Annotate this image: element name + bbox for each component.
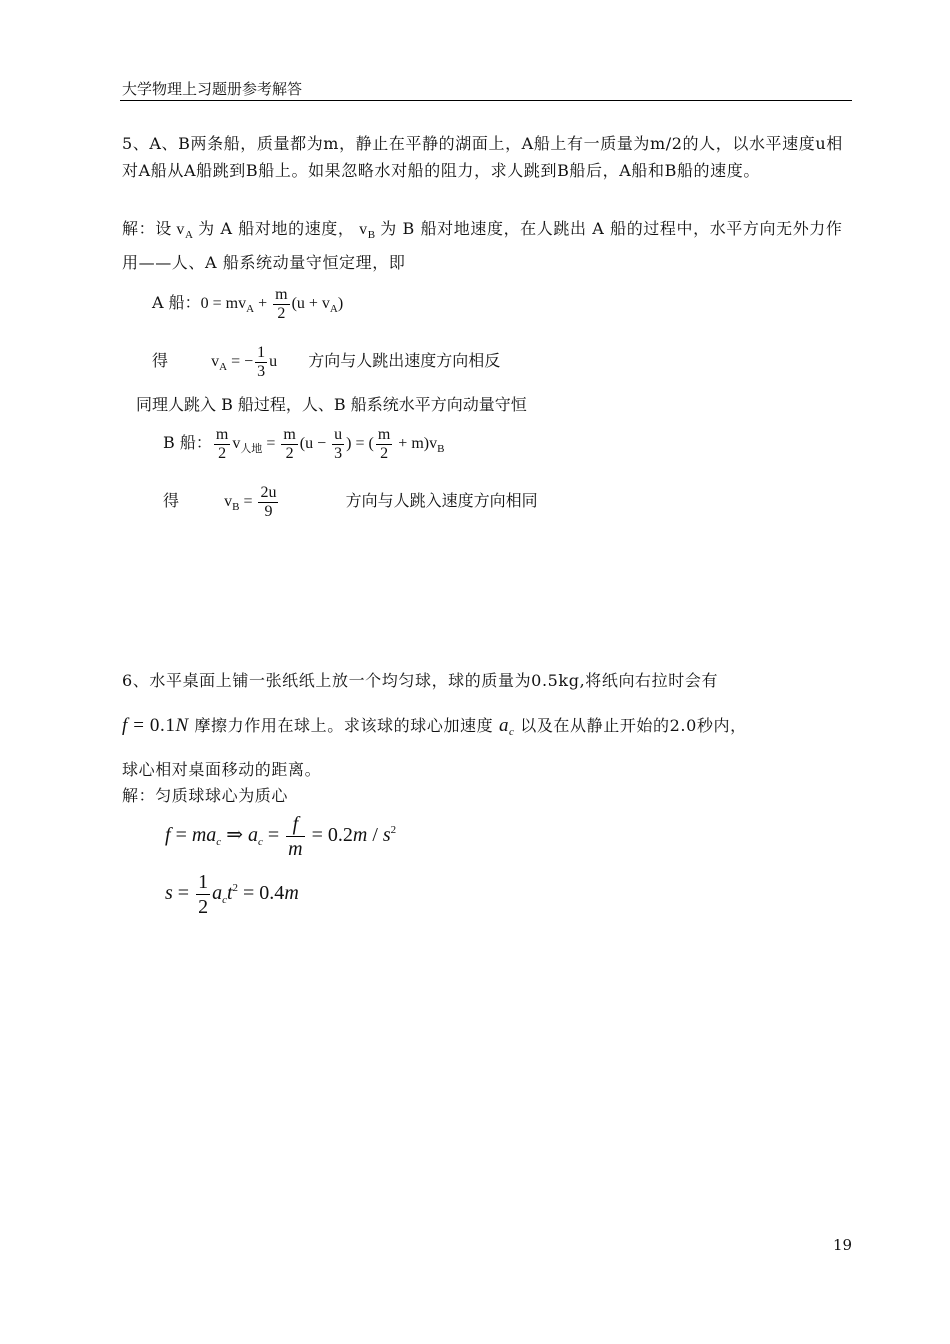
problem6-statement-1: 6、水平桌面上铺一张纸纸上放一个均匀球，球的质量为0.5kg,将纸向右拉时会有	[122, 671, 719, 690]
boat-b-label: B 船：	[163, 433, 212, 453]
result-vB-direction: 方向与人跳入速度方向相同	[345, 491, 538, 511]
solution-text-1: 为 A 船对地的速度，	[198, 219, 355, 238]
problem6-text-c: 以及在从静止开始的2.0秒内，	[520, 716, 747, 735]
equation-acceleration: $f = ma_c$ ⇒ $a_c$ = $\frac{f}{m}$ = $0.2m / s^2$	[165, 813, 397, 860]
problem6-text-b: 摩擦力作用在球上。求该球的球心加速度	[194, 716, 494, 735]
problem5-solution	[122, 215, 850, 276]
solution-intro: 解：设	[122, 219, 172, 238]
header-rule	[120, 100, 852, 101]
equation-distance: s = $\frac{1}{2}$ $a_ct^2 = 0.4m$	[165, 871, 299, 918]
result-vB: 得 $v_B$ = $\frac{2u}{9}$ 方向与人跳入速度方向相同	[163, 484, 538, 520]
problem6-statement-3: 球心相对桌面移动的距离。	[122, 760, 322, 779]
equation-boat-a: A 船：$0 = mv_A$ + $\frac{m}{2}$ $(u + v_A)$	[152, 286, 344, 322]
problem6-solution: 解：匀质球球心为质心	[122, 786, 289, 805]
sub-ren-di: 人地	[240, 443, 263, 456]
symbol-vB: $v_B$	[354, 221, 376, 241]
result-de-2: 得	[163, 491, 180, 511]
problem6-statement-2: f = 0.1N 摩擦力作用在球上。求该球的球心加速度 $a_c$ 以及在从静止开始的2.0秒内，	[122, 715, 747, 738]
page-number: 19	[833, 1236, 853, 1254]
header-title: 大学物理上习题册参考解答	[122, 80, 303, 98]
boat-a-label: A 船：	[152, 293, 201, 313]
symbol-vA: $v_A$	[171, 221, 194, 241]
result-vA: 得 $v_A$ = − $\frac{1}{3}$ u 方向与人跳出速度方向相反	[152, 344, 501, 380]
result-vA-direction: 方向与人跳出速度方向相反	[308, 351, 501, 371]
solution-text-2: 为 B 船对地速度，在人跳出 A 船的过程中，水平方向无外力作用——人、A 船系统动量守恒定理，即	[122, 219, 843, 272]
problem5-statement: 5、A、B两条船，质量都为m，静止在平静的湖面上，A船上有一质量为m/2的人，以水平速度u相对A船从A船跳到B船上。如果忽略水对船的阻力，求人跳到B船后，A船和B船的速度。	[122, 134, 843, 180]
result-de-1: 得	[152, 351, 169, 371]
equation-boat-b: B 船： $\frac{m}{2}$ $v_{人地}$ = $\frac{m}{2}$ (u − $\frac{u}{3}$ ) = ( $\frac{m}{2}$ + $m)v_B$	[163, 426, 445, 462]
same-reason-line: 同理人跳入 B 船过程，人、B 船系统水平方向动量守恒	[136, 395, 527, 414]
